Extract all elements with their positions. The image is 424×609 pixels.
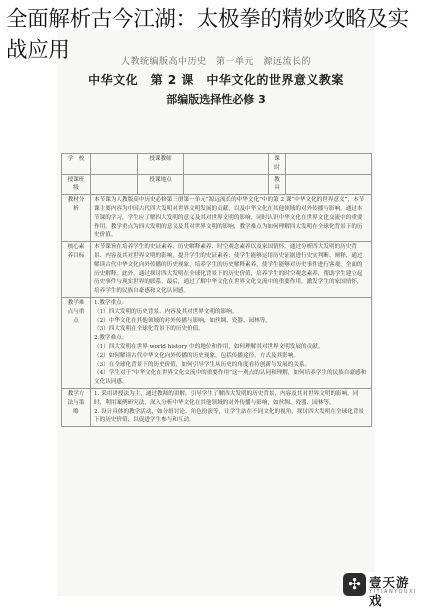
paragraph: 本节课为人教版高中历史必修第三册第一单元“源远流长的中华文化”中的第 2 课“中华文化的世界意义”，本节课主要内容为中国古代四大发明对世界文明发展的贡献，以及中华文化在其他领域的对外传播与影响。通过本节课的学习，学生应了解四大发明的意义及其对世界文明的影响，同时认识中华文化在世界文化交流中的重要作用。教学重点为四大发明的意义及其对世界文明的影响，教学难点为如何理解四大发明在全球化背景下的历史价值。 <box>94 197 365 239</box>
section-content <box>91 242 372 298</box>
teacher-label: 授课教师 <box>138 154 184 175</box>
paragraph: 1.教学重点： <box>94 299 128 306</box>
paragraph: （2）如何解读古代中华文化向外传播的历史现象，包括传播途径、方式及其影响。 <box>94 352 299 359</box>
paragraph: （3）四大发明在全球化背景下的历史价值。 <box>94 326 204 333</box>
section-label: 教学难点与重点 <box>62 297 91 388</box>
table-row <box>62 174 372 195</box>
paragraph: 1. 采用讲授法为主，通过教师的讲解，引导学生了解四大发明的历史背景、内容及其对世界文明的影响。同时，利用案例研究法，深入分析中华文化在其他领域的对外传播与影响，如丝绸、瓷器、园林等。 <box>94 390 359 406</box>
location-label: 授课地点 <box>138 174 184 195</box>
game-controller-icon: ✣ <box>343 573 366 596</box>
paragraph: （3）在全球化背景下的历史价值，如何引导学生从历史的角度看待创新与发展的关系。 <box>94 361 311 368</box>
aids-label: 教具 <box>269 174 286 195</box>
school-value <box>91 154 138 175</box>
paragraph: 2.教学难点： <box>94 335 128 342</box>
table-row <box>62 195 372 242</box>
class-hours-value <box>286 154 372 175</box>
section-content <box>91 297 372 388</box>
paragraph: 本节课旨在培养学生的史证素养、历史解释素养、时空观念素养以及家国情怀。通过分析四大发明的历史背景、内容及其对世界文明的影响，提升学生的史证素养；使学生能够运用历史证据进行史实判断、阐释，通过解读古代中华文化向外传播的历史现象，培养学生的历史解释素养，使学生能够对历史事件进行客观、全面的历史解释。此外，通过探讨四大发明在全球化背景下的历史价值，培养学生的时空观念素养，帮助学生建立起历史事件与现实世界的联系。最后，通过了解中华文化在世界文化交流中的重要作用，激发学生的家国情怀，培养学生的民族自豪感和文化认同感。 <box>94 244 363 295</box>
class-hours-label: 课时 <box>269 154 286 175</box>
paragraph: （4）学生对于“中华文化在世界文化交流中的重要作用”这一观点的认同和理解，如何培养学生的民族自豪感和文化认同感。 <box>94 370 367 386</box>
paragraph: 2. 设计具体的教学活动，如分组讨论、角色扮演等，让学生站在不同文化的视角，探讨四大发明在全球化背景下的历史价值，以促进学生参与和互动。 <box>94 408 365 424</box>
lesson-plan-table <box>61 153 372 427</box>
watermark-badge <box>342 572 422 608</box>
paragraph: （2）中华文化在其他领域的对外传播与影响，如丝绸、瓷器、园林等。 <box>94 317 271 324</box>
header-line: 人教统编版高中历史 第一单元 源远流长的 <box>120 57 311 67</box>
document-title: 中华文化 第 2 课 中华文化的世界意义教案 <box>88 73 344 87</box>
watermark-sub: YITIANYOUXI <box>369 589 417 595</box>
section-content <box>91 195 372 242</box>
watermark-name: 壹天游戏 <box>369 575 410 608</box>
table-row <box>62 154 372 175</box>
teacher-value <box>184 154 269 175</box>
section-label: 教材分析 <box>62 195 91 242</box>
lesson-plan-document <box>57 30 375 596</box>
table-row <box>62 297 372 388</box>
headline: 全面解析古今江湖：太极拳的精妙攻略及实战应用 <box>6 7 409 63</box>
section-label: 核心素养目标 <box>62 242 91 298</box>
section-label: 教学方法与策略 <box>62 388 91 426</box>
table-row <box>62 388 372 426</box>
document-subtitle: 部编版选择性必修 3 <box>166 93 266 106</box>
school-label: 学 校 <box>62 154 91 175</box>
paragraph: （1）四大发明在世界 world history 中的地位和作用，如何理解其对世界文明发展的贡献。 <box>94 343 324 350</box>
aids-value <box>286 174 372 195</box>
class-label: 授课班级 <box>62 174 91 195</box>
class-value <box>91 174 138 195</box>
table-row <box>62 242 372 298</box>
location-value <box>184 174 269 195</box>
section-content <box>91 388 372 426</box>
paragraph: （1）四大发明的历史背景、内容及其对世界文明的影响。 <box>94 308 238 315</box>
